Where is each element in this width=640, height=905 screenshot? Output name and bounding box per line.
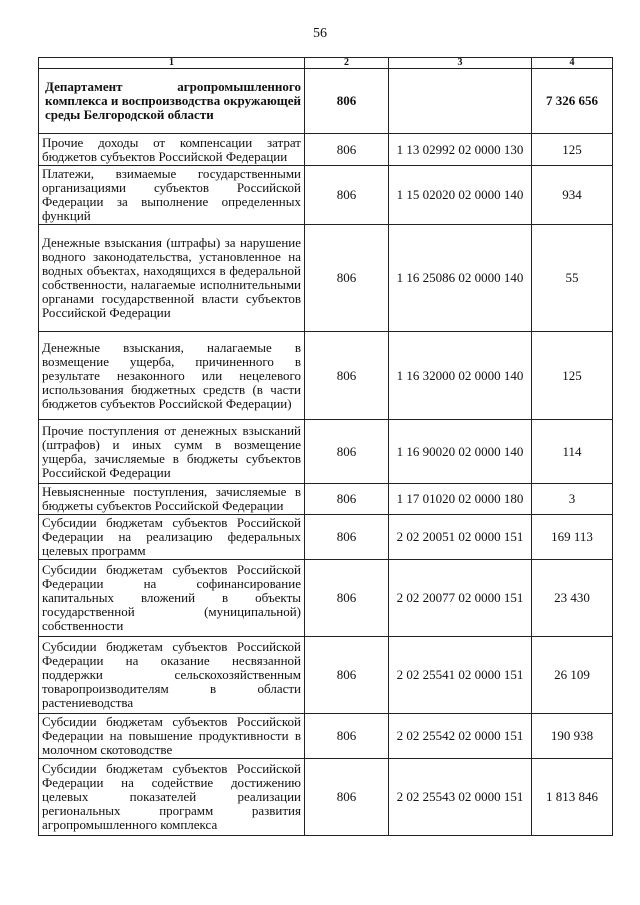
row-amount: 114 — [532, 420, 613, 484]
row-description: Субсидии бюджетам субъектов Российской Федерации на софинансирование капитальных вложений в объекты государственной (муниципальной) собственности — [39, 560, 305, 637]
row-budget-classification-code: 1 16 90020 02 0000 140 — [389, 420, 532, 484]
row-admin-code: 806 — [305, 225, 389, 332]
row-budget-classification-code: 2 02 20077 02 0000 151 — [389, 560, 532, 637]
row-budget-classification-code: 2 02 25542 02 0000 151 — [389, 714, 532, 759]
row-amount: 934 — [532, 166, 613, 225]
table-row — [39, 166, 613, 225]
row-description: Субсидии бюджетам субъектов Российской Федерации на содействие достижению целевых показателей реализации региональных программ развития агропромышленного комплекса — [39, 759, 305, 836]
table-row — [39, 560, 613, 637]
row-admin-code: 806 — [305, 759, 389, 836]
row-amount: 190 938 — [532, 714, 613, 759]
row-admin-code: 806 — [305, 714, 389, 759]
row-admin-code: 806 — [305, 484, 389, 515]
row-description: Денежные взыскания, налагаемые в возмещение ущерба, причиненного в результате незаконного или нецелевого использования бюджетных средств (в части бюджетов субъектов Российской Федерации) — [39, 332, 305, 420]
row-budget-classification-code: 1 15 02020 02 0000 140 — [389, 166, 532, 225]
row-admin-code: 806 — [305, 332, 389, 420]
row-amount: 55 — [532, 225, 613, 332]
table-header-row — [39, 58, 613, 69]
row-description: Платежи, взимаемые государственными организациями субъектов Российской Федерации за выполнение определенных функций — [39, 166, 305, 225]
row-budget-classification-code: 1 16 32000 02 0000 140 — [389, 332, 532, 420]
column-number-2: 2 — [305, 58, 389, 69]
table-row — [39, 484, 613, 515]
row-amount: 125 — [532, 332, 613, 420]
row-admin-code: 806 — [305, 69, 389, 134]
row-amount: 125 — [532, 134, 613, 166]
page-number: 56 — [313, 26, 327, 41]
row-budget-classification-code: 1 17 01020 02 0000 180 — [389, 484, 532, 515]
column-number-3: 3 — [389, 58, 532, 69]
table-row — [39, 225, 613, 332]
row-description: Прочие поступления от денежных взысканий (штрафов) и иных сумм в возмещение ущерба, зачисляемые в бюджеты субъектов Российской Федерации — [39, 420, 305, 484]
row-amount: 23 430 — [532, 560, 613, 637]
row-description: Прочие доходы от компенсации затрат бюджетов субъектов Российской Федерации — [39, 134, 305, 166]
row-budget-classification-code: 1 16 25086 02 0000 140 — [389, 225, 532, 332]
row-admin-code: 806 — [305, 637, 389, 714]
row-admin-code: 806 — [305, 515, 389, 560]
budget-table — [38, 57, 613, 836]
table-row — [39, 420, 613, 484]
department-row — [39, 69, 613, 134]
table-row — [39, 759, 613, 836]
row-budget-classification-code: 2 02 25541 02 0000 151 — [389, 637, 532, 714]
table-row — [39, 332, 613, 420]
row-budget-classification-code: 1 13 02992 02 0000 130 — [389, 134, 532, 166]
row-description: Департамент агропромышленного комплекса и воспроизводства окружающей среды Белгородской области — [39, 69, 305, 134]
row-description: Субсидии бюджетам субъектов Российской Федерации на повышение продуктивности в молочном скотоводстве — [39, 714, 305, 759]
column-number-4: 4 — [532, 58, 613, 69]
table-row — [39, 637, 613, 714]
row-budget-classification-code: 2 02 25543 02 0000 151 — [389, 759, 532, 836]
row-description: Субсидии бюджетам субъектов Российской Федерации на реализацию федеральных целевых программ — [39, 515, 305, 560]
row-budget-classification-code: 2 02 20051 02 0000 151 — [389, 515, 532, 560]
row-description: Денежные взыскания (штрафы) за нарушение водного законодательства, установленное на водных объектах, находящихся в федеральной собственности, налагаемые исполнительными органами государственной власти субъектов Российской Федерации — [39, 225, 305, 332]
row-amount: 3 — [532, 484, 613, 515]
table-row — [39, 134, 613, 166]
column-number-1: 1 — [39, 58, 305, 69]
row-admin-code: 806 — [305, 560, 389, 637]
table-row — [39, 714, 613, 759]
row-amount: 26 109 — [532, 637, 613, 714]
budget-table-body — [39, 58, 613, 836]
row-budget-classification-code — [389, 69, 532, 134]
row-description: Субсидии бюджетам субъектов Российской Федерации на оказание несвязанной поддержки сельскохозяйственным товаропроизводителям в области растениеводства — [39, 637, 305, 714]
row-description: Невыясненные поступления, зачисляемые в бюджеты субъектов Российской Федерации — [39, 484, 305, 515]
row-amount: 1 813 846 — [532, 759, 613, 836]
row-amount: 169 113 — [532, 515, 613, 560]
row-admin-code: 806 — [305, 420, 389, 484]
row-amount: 7 326 656 — [532, 69, 613, 134]
table-row — [39, 515, 613, 560]
row-admin-code: 806 — [305, 134, 389, 166]
row-admin-code: 806 — [305, 166, 389, 225]
